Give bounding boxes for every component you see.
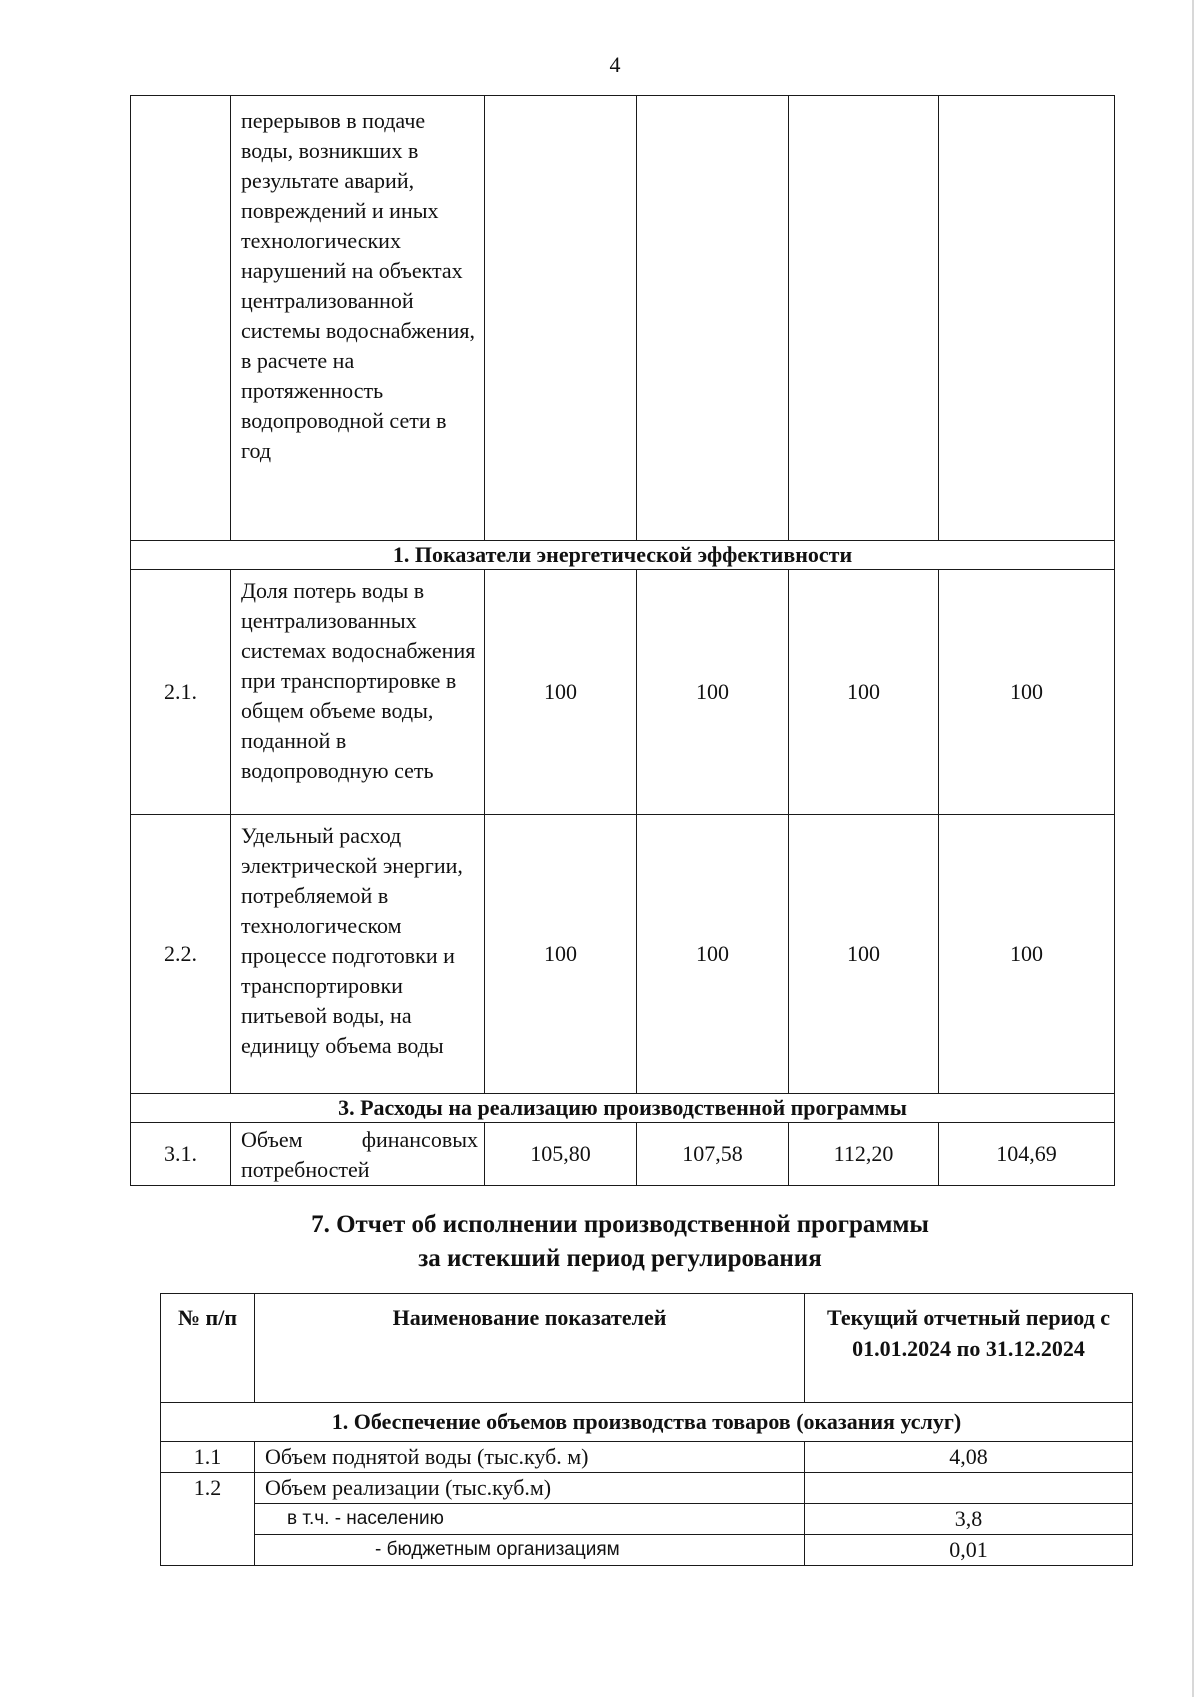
- value-cell: 100: [789, 815, 939, 1094]
- value-cell: 100: [485, 570, 637, 815]
- row-number: 2.1.: [131, 570, 231, 815]
- table-row: [161, 1473, 1133, 1504]
- table-row: [131, 815, 1115, 1094]
- value-cell: 104,69: [939, 1123, 1115, 1186]
- table-row: [131, 570, 1115, 815]
- table-row: [161, 1504, 1133, 1535]
- value-cell: 107,58: [637, 1123, 789, 1186]
- value-cell: 100: [939, 815, 1115, 1094]
- table-row: [131, 1123, 1115, 1186]
- row-number: 1.2: [161, 1473, 255, 1566]
- section-row: [131, 541, 1115, 570]
- indicator-name-cell: Доля потерь воды в централизованных системах водоснабжения при транспортировке в общем объеме воды, поданной в водопроводную сеть: [231, 570, 485, 815]
- table-row: [161, 1442, 1133, 1473]
- value-cell: [805, 1473, 1133, 1504]
- header-row: [161, 1294, 1133, 1403]
- value-cell: 3,8: [805, 1504, 1133, 1535]
- row-number: 1.1: [161, 1442, 255, 1473]
- indicator-name-cell: Удельный расход электрической энергии, потребляемой в технологическом процессе подготовки и транспортировки питьевой воды, на единицу объема воды: [231, 815, 485, 1094]
- indicator-name-cell: Объем поднятой воды (тыс.куб. м): [255, 1442, 805, 1473]
- value-cell: [485, 96, 637, 541]
- indicator-name-cell: Объем реализации (тыс.куб.м): [255, 1473, 805, 1504]
- value-cell: [789, 96, 939, 541]
- indicator-name-cell: перерывов в подаче воды, возникших в результате аварий, повреждений и иных технологических нарушений на объектах централизованной системы водоснабжения, в расчете на протяженность водопроводной сети в год: [231, 96, 485, 541]
- header-num: № п/п: [161, 1294, 255, 1403]
- report-heading-line-2: за истекший период регулирования: [418, 1245, 822, 1272]
- value-cell: 105,80: [485, 1123, 637, 1186]
- report-table: [160, 1293, 1133, 1566]
- value-cell: 0,01: [805, 1535, 1133, 1566]
- value-cell: 100: [637, 815, 789, 1094]
- sub-indicator-population: в т.ч. - населению: [255, 1504, 805, 1535]
- value-cell: [939, 96, 1115, 541]
- value-cell: 100: [939, 570, 1115, 815]
- report-heading-line-1: 7. Отчет об исполнении производственной программы: [311, 1211, 929, 1238]
- page-number: 4: [609, 52, 621, 77]
- value-cell: 100: [637, 570, 789, 815]
- header-name: Наименование показателей: [255, 1294, 805, 1403]
- value-cell: 100: [789, 570, 939, 815]
- section-title: 1. Показатели энергетической эффективности: [131, 541, 1115, 570]
- num-cell: [131, 96, 231, 541]
- sub-indicator-budget-orgs: - бюджетным организациям: [255, 1535, 805, 1566]
- row-number: 2.2.: [131, 815, 231, 1094]
- section-title: 1. Обеспечение объемов производства товаров (оказания услуг): [161, 1403, 1133, 1442]
- report-heading: [240, 1208, 1000, 1276]
- value-cell: 4,08: [805, 1442, 1133, 1473]
- section-row: [161, 1403, 1133, 1442]
- row-number: 3.1.: [131, 1123, 231, 1186]
- header-period: Текущий отчетный период с 01.01.2024 по 31.12.2024: [805, 1294, 1133, 1403]
- page-edge: [1192, 0, 1194, 1697]
- section-row: [131, 1094, 1115, 1123]
- indicators-table: [130, 95, 1115, 1186]
- indicator-name-cell: Объем финансовых потребностей: [231, 1123, 485, 1186]
- table-row: [161, 1535, 1133, 1566]
- table-row: [131, 96, 1115, 541]
- value-cell: 100: [485, 815, 637, 1094]
- value-cell: 112,20: [789, 1123, 939, 1186]
- value-cell: [637, 96, 789, 541]
- section-title: 3. Расходы на реализацию производственной программы: [131, 1094, 1115, 1123]
